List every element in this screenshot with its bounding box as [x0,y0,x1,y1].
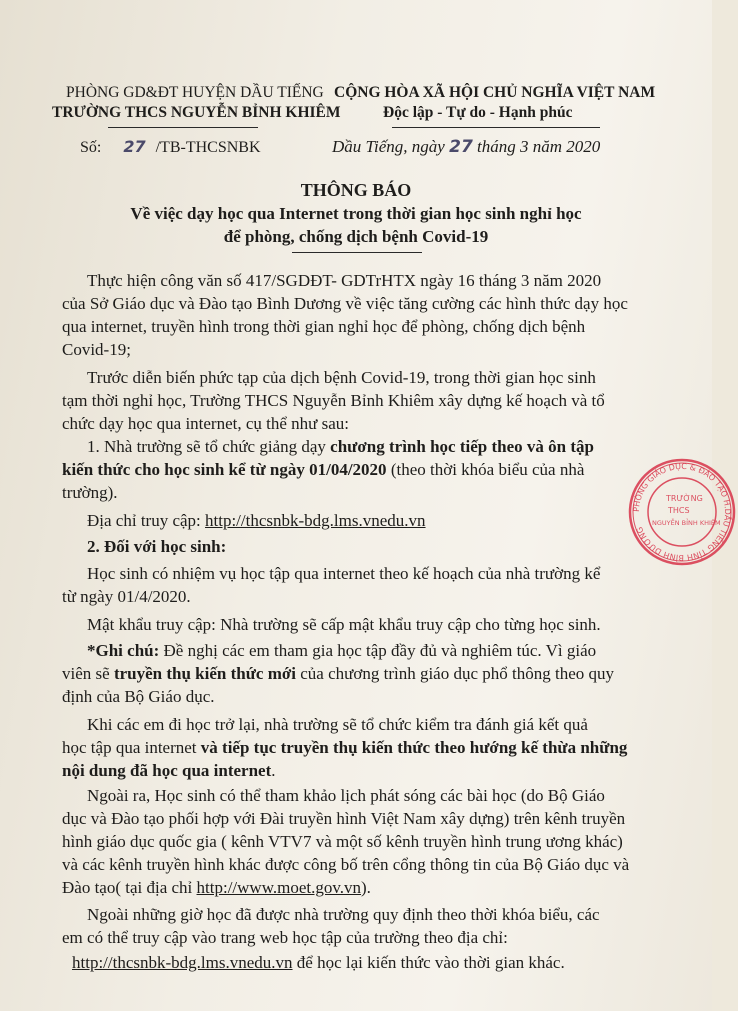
department-name: PHÒNG GD&ĐT HUYỆN DẦU TIẾNG [66,84,324,101]
tv-line5-b: ). [361,878,371,897]
document-number [80,136,261,158]
stamp-ring-text: PHÒNG GIÁO DỤC & ĐÀO TẠO H.DẦU TIẾNG TỈNH BÌNH DƯƠNG [631,461,733,563]
document-title: THÔNG BÁO [300,180,412,200]
para1-line1: Thực hiện công văn số 417/SGDĐT- GDTrHTX ngày 16 tháng 3 năm 2020 [87,271,602,290]
return-line3 [62,760,276,781]
section1-line1 [87,436,594,457]
motto-underline [392,127,600,128]
country-name: CỘNG HÒA XÃ HỘI CHỦ NGHĨA VIỆT NAM [334,84,656,101]
stamp-center-mid: THCS [668,506,690,515]
note-line1 [87,640,596,661]
return-line2-bold: và tiếp tục truyền thụ kiến thức theo hướng kế thừa những [200,738,628,757]
outside-line3-tail: để học lại kiến thức vào thời gian khác. [292,953,565,972]
access-address [87,510,426,531]
para2-line3: chức dạy học qua internet, cụ thể như sau: [62,414,350,433]
password-line: Mật khẩu truy cập: Nhà trường sẽ cấp mật khẩu truy cập cho từng học sinh. [87,615,601,634]
para2-line1: Trước diễn biến phức tạp của dịch bệnh Covid-19, trong thời gian học sinh [87,368,596,387]
tv-line3: hình giáo dục quốc gia ( kênh VTV7 và một số kênh truyền hình trung ương khác) [62,832,623,851]
return-line3-bold: nội dung đã học qua internet [62,761,272,780]
section1-line2 [62,459,584,480]
section2-line1: Học sinh có nhiệm vụ học tập qua internet theo kế hoạch của nhà trường kể [87,564,601,583]
tv-line5 [62,877,371,898]
date-handwritten: 27 [449,137,473,157]
note-line2-bold: truyền thụ kiến thức mới [113,664,297,683]
note-line1-text: Đề nghị các em tham gia học tập đầy đủ và nghiêm túc. Vì giáo [159,641,597,660]
tv-line2: dục và Đào tạo phối hợp với Đài truyền hình Việt Nam xây dựng) trên kênh truyền [62,809,626,828]
study-site-link[interactable]: http://thcsnbk-bdg.lms.vnedu.vn [72,953,293,972]
tv-line1: Ngoài ra, Học sinh có thể tham khảo lịch phát sóng các bài học (do Bộ Giáo [87,786,605,805]
section1-line2-b: (theo thời khóa biểu của nhà [386,460,585,479]
note-line3: định của Bộ Giáo dục. [62,687,215,706]
date-suffix: tháng 3 năm 2020 [477,137,601,156]
outside-line3 [72,952,565,973]
para1-line4: Covid-19; [62,340,131,359]
section1-line1-a: 1. Nhà trường sẽ tổ chức giảng dạy [87,437,331,456]
section2-line2: từ ngày 01/4/2020. [62,587,191,606]
stamp-center-bottom: NGUYỄN BỈNH KHIÊM [652,519,721,527]
school-name: TRƯỜNG THCS NGUYỄN BỈNH KHIÊM [52,104,341,121]
outside-line2: em có thể truy cập vào trang web học tập của trường theo địa chỉ: [62,928,508,947]
national-motto: Độc lập - Tự do - Hạnh phúc [383,104,573,121]
return-line1: Khi các em đi học trở lại, nhà trường sẽ tổ chức kiểm tra đánh giá kết quả [87,715,588,734]
moet-link[interactable]: http://www.moet.gov.vn [196,878,362,897]
number-handwritten: 27 [123,137,146,156]
outside-line1: Ngoài những giờ học đã được nhà trường quy định theo thời khóa biểu, các [87,905,600,924]
subject-line-2: để phòng, chống dịch bệnh Covid-19 [223,227,489,246]
number-prefix: Số: [80,139,102,156]
section1-line3: trường). [62,483,118,502]
note-line2 [62,663,614,684]
tv-line5-a: Đào tạo( tại địa chỉ [62,878,197,897]
return-line2-a: học tập qua internet [62,738,201,757]
para1-line3: qua internet, truyền hình trong thời gian nghỉ học để phòng, chống dịch bệnh [62,317,586,336]
date-prefix: Dầu Tiếng, ngày [332,137,445,156]
stamp-center-top: TRƯỜNG [666,494,703,503]
section1-line1-bold: chương trình học tiếp theo và ôn tập [330,437,594,456]
return-line3-end: . [271,761,276,780]
access-address-link[interactable]: http://thcsnbk-bdg.lms.vnedu.vn [205,511,426,530]
school-seal-stamp [626,456,738,568]
title-underline [292,252,422,253]
note-line2-a: viên sẽ [62,664,114,683]
para1-line2: của Sở Giáo dục và Đào tạo Bình Dương về việc tăng cường các hình thức dạy học [62,294,628,313]
subject-line-1: Về việc dạy học qua Internet trong thời gian học sinh nghỉ học [130,204,582,223]
access-address-label: Địa chỉ truy cập: [87,511,206,530]
section2-heading: 2. Đối với học sinh: [87,537,227,556]
school-underline [108,127,258,128]
number-suffix: /TB-THCSNBK [155,139,261,156]
return-line2 [62,737,627,758]
note-line2-c: của chương trình giáo dục phổ thông theo quy [296,664,615,683]
para2-line2: tạm thời nghỉ học, Trường THCS Nguyễn Bỉnh Khiêm xây dựng kế hoạch và tổ [62,391,605,410]
document-date [332,136,600,158]
tv-line4: và các kênh truyền hình khác được công bố trên cổng thông tin của Bộ Giáo dục và [62,855,630,874]
section1-line2-bold: kiến thức cho học sinh kể từ ngày 01/04/2020 [62,460,387,479]
note-label: *Ghi chú: [87,641,160,660]
